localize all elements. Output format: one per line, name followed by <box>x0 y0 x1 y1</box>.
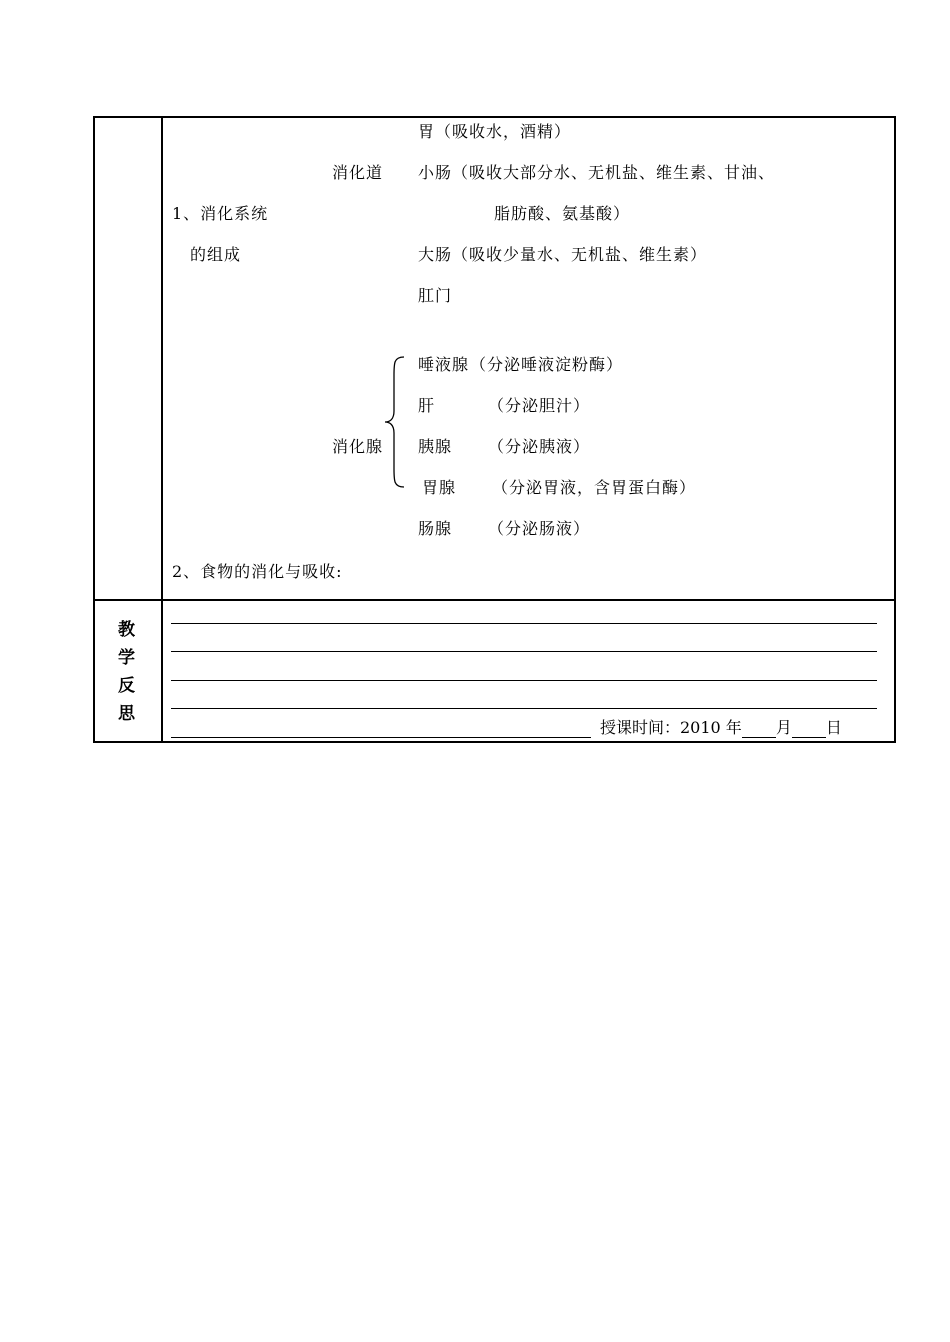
reflection-char: 学 <box>118 647 135 668</box>
gland-desc-salivary: （分泌唾液淀粉酶） <box>470 355 624 374</box>
day-label: 日 <box>825 718 842 737</box>
row-divider <box>95 599 894 601</box>
reflection-line <box>171 737 591 738</box>
section1-title-cont: 的组成 <box>190 245 242 264</box>
month-label: 月 <box>775 718 792 737</box>
anus-text: 肛门 <box>418 286 453 305</box>
glands-label: 消化腺 <box>332 437 384 456</box>
reflection-line <box>171 623 877 624</box>
column-divider <box>161 118 163 741</box>
date-prefix: 授课时间：2010 年 <box>600 718 742 737</box>
reflection-line <box>171 708 877 709</box>
stomach-text: 胃（吸收水，酒精） <box>418 122 572 141</box>
gland-name-gastric: 胃腺 <box>422 478 457 497</box>
gland-desc-intestinal: （分泌肠液） <box>488 519 591 538</box>
reflection-line <box>171 651 877 652</box>
gland-desc-pancreas: （分泌胰液） <box>488 437 591 456</box>
gland-name-intestinal: 肠腺 <box>418 519 453 538</box>
gland-desc-gastric: （分泌胃液，含胃蛋白酶） <box>492 478 697 497</box>
gland-name-liver: 肝 <box>418 396 436 415</box>
gland-desc-liver: （分泌胆汁） <box>488 396 591 415</box>
section2-title: 2、食物的消化与吸收: <box>172 562 343 581</box>
gland-name-pancreas: 胰腺 <box>418 437 453 456</box>
reflection-char: 教 <box>118 619 135 640</box>
reflection-label <box>93 600 160 743</box>
section1-title: 1、消化系统 <box>172 204 269 223</box>
gland-name-salivary: 唾液腺 <box>418 355 470 374</box>
reflection-char: 思 <box>118 703 135 724</box>
lesson-date <box>600 718 842 738</box>
day-blank <box>792 721 826 738</box>
reflection-line <box>171 680 877 681</box>
canal-label: 消化道 <box>332 163 384 182</box>
month-blank <box>742 721 776 738</box>
reflection-char: 反 <box>118 675 135 696</box>
small-intestine-text: 小肠（吸收大部分水、无机盐、维生素、甘油、 <box>418 163 776 182</box>
large-intestine-text: 大肠（吸收少量水、无机盐、维生素） <box>418 245 708 264</box>
small-intestine-text-cont: 脂肪酸、氨基酸） <box>494 204 631 223</box>
brace-symbol <box>384 355 406 489</box>
